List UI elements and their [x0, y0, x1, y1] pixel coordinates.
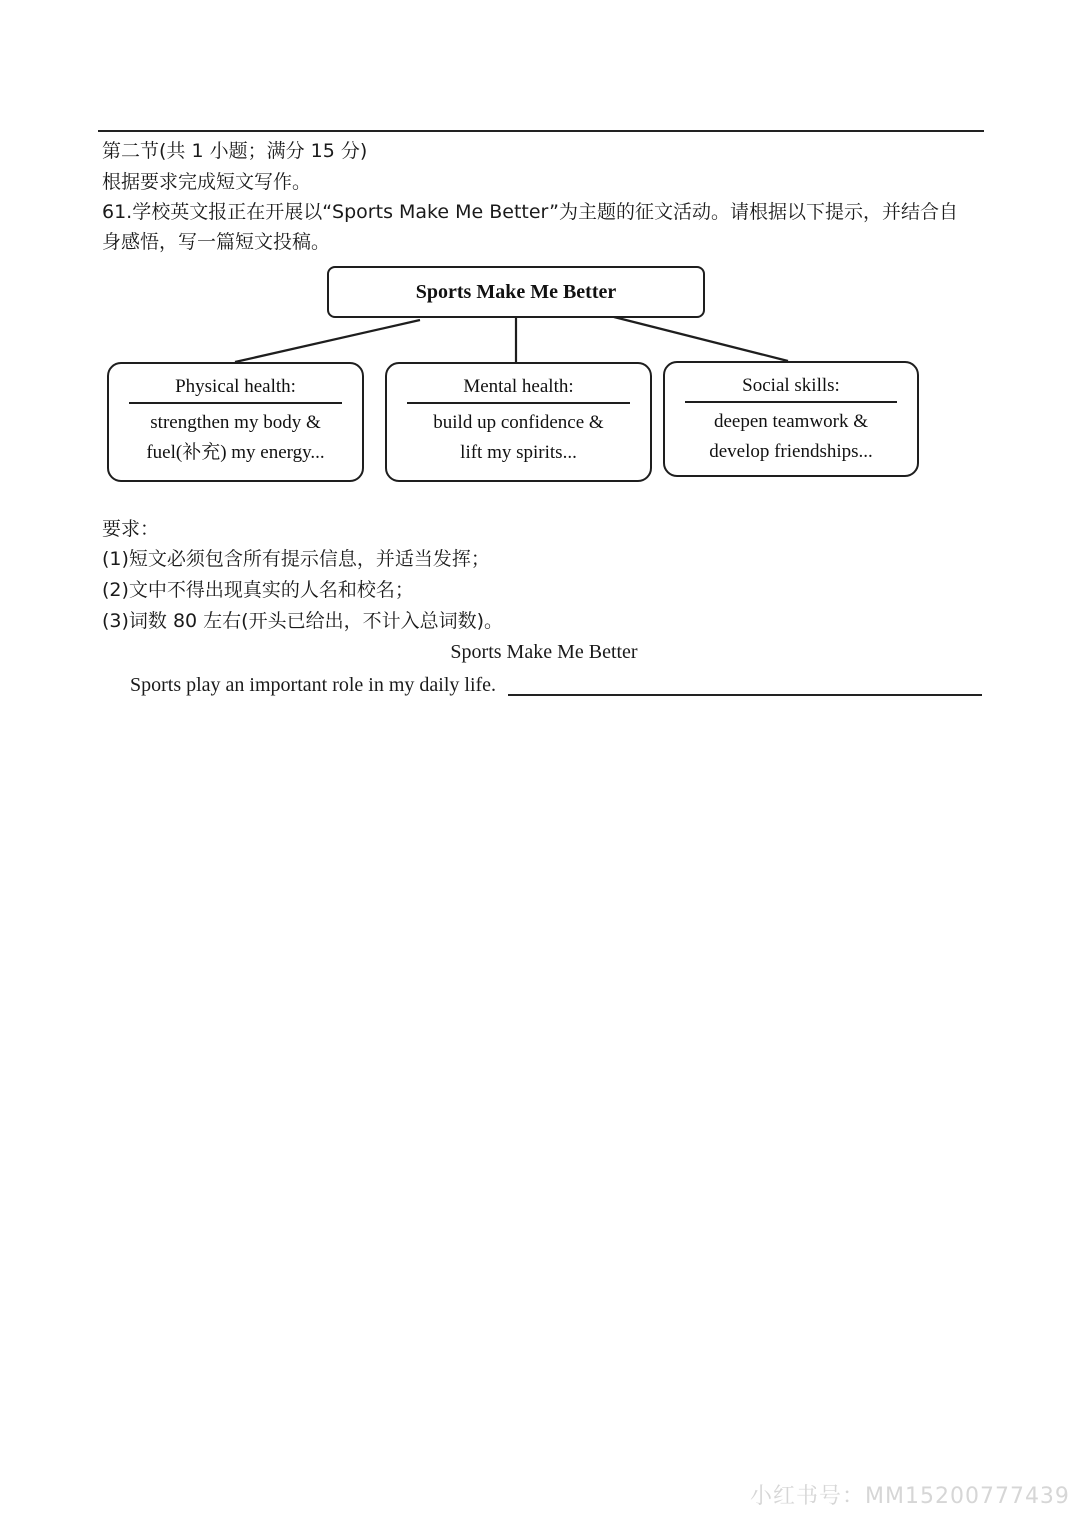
section-instruction: 根据要求完成短文写作。: [102, 171, 312, 193]
mind-map-central-topic: [327, 266, 705, 318]
mind-map-box-social: [663, 361, 919, 477]
requirement-item-3: (3)词数 80 左右(开头已给出，不计入总词数)。: [102, 610, 503, 632]
social-skills-line2: develop friendships...: [709, 441, 873, 462]
essay-opening-sentence: Sports play an important role in my daily life.: [130, 674, 497, 696]
top-divider: [98, 130, 984, 132]
question-text-line1: 61.学校英文报正在开展以“Sports Make Me Better”为主题的征文活动。请根据以下提示，并结合自: [102, 201, 958, 223]
requirements-label: 要求：: [102, 518, 160, 540]
physical-health-heading: Physical health:: [175, 376, 296, 397]
physical-health-line2: fuel(补充) my energy...: [146, 442, 325, 463]
physical-health-underline: [129, 402, 342, 404]
requirement-item-2: (2)文中不得出现真实的人名和校名；: [102, 579, 414, 601]
mental-health-line2: lift my spirits...: [460, 442, 577, 463]
mental-health-underline: [407, 402, 630, 404]
mind-map-box-mental: [385, 362, 652, 482]
watermark: 小红书号：MM15200777439: [750, 1484, 1070, 1509]
section-heading: 第二节(共 1 小题；满分 15 分): [102, 140, 368, 162]
answer-blank-line[interactable]: [508, 694, 982, 696]
question-text-line2: 身感悟，写一篇短文投稿。: [102, 231, 331, 253]
social-skills-heading: Social skills:: [742, 375, 840, 396]
mental-health-heading: Mental health:: [463, 376, 574, 397]
requirement-item-1: (1)短文必须包含所有提示信息，并适当发挥；: [102, 548, 490, 570]
mental-health-line1: build up confidence &: [433, 412, 604, 433]
social-skills-line1: deepen teamwork &: [713, 411, 869, 432]
social-skills-underline: [685, 401, 897, 403]
essay-title: Sports Make Me Better: [450, 641, 638, 663]
physical-health-line1: strengthen my body &: [150, 412, 321, 433]
central-topic-title: Sports Make Me Better: [415, 281, 617, 303]
mind-map-box-physical: [107, 362, 364, 482]
